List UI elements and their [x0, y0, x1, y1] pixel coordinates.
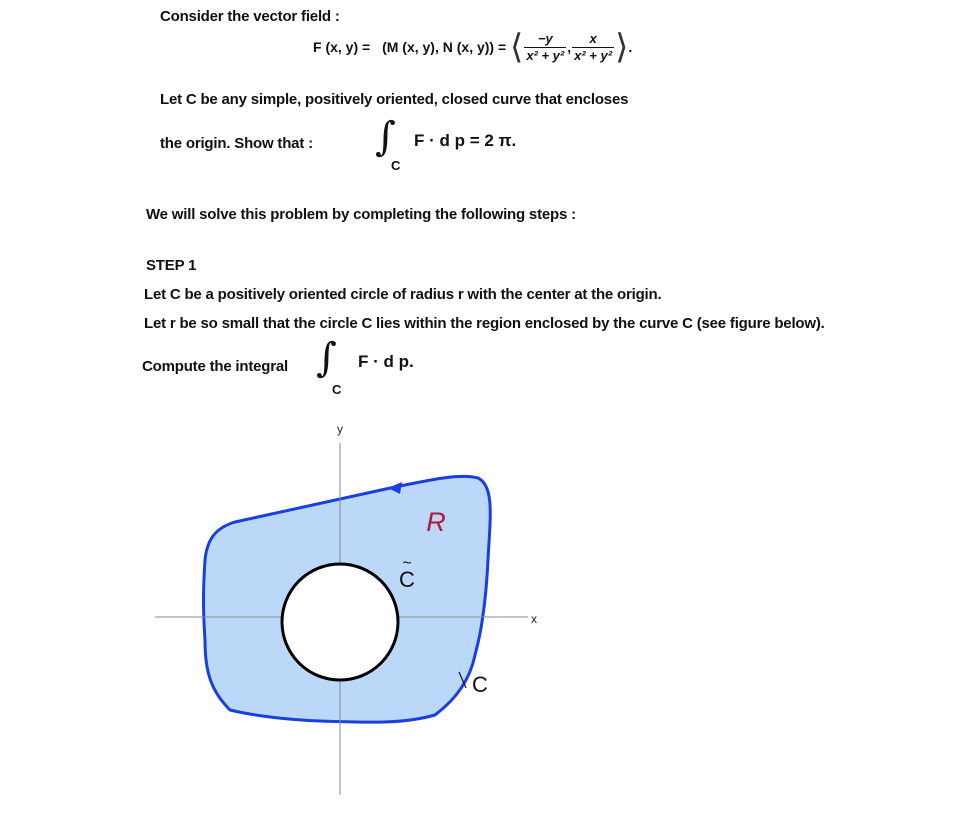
y-axis-label: y — [337, 422, 343, 436]
step1-heading: STEP 1 — [146, 257, 197, 274]
circle-c-tilde — [282, 564, 398, 680]
field-mid: (M (x, y), N (x, y)) = — [382, 39, 507, 55]
circle-label-tilde: ~ — [402, 555, 412, 572]
step1-integral-sign: ∫ — [316, 335, 337, 381]
problem-intro: Consider the vector field : — [160, 8, 340, 25]
show-that-label: the origin. Show that : — [160, 135, 313, 152]
curve-label-c: C — [472, 672, 488, 697]
fraction-one-denominator: x² + y² — [526, 47, 565, 63]
fraction-comma: , — [567, 39, 572, 55]
field-lhs: F (x, y) = — [313, 39, 371, 55]
right-angle-bracket: ⟩ — [615, 28, 629, 66]
integral-subscript: C — [391, 158, 401, 173]
problem-condition: Let C be any simple, positively oriented, closed curve that encloses — [160, 91, 629, 108]
step1-integral-subscript: C — [332, 382, 342, 397]
fraction-one-numerator: −y — [524, 31, 566, 48]
x-axis-label: x — [531, 612, 537, 626]
solve-intro: We will solve this problem by completing the following steps : — [146, 206, 576, 223]
circle-label: C — [399, 567, 415, 592]
step1-line1: Let C be a positively oriented circle of radius r with the center at the origin. — [144, 286, 662, 303]
field-period: . — [628, 39, 633, 55]
region-label-r: R — [426, 507, 446, 537]
step1-line2: Let r be so small that the circle C lies within the region enclosed by the curve C (see figure below). — [144, 315, 825, 332]
compute-label: Compute the integral — [142, 358, 289, 375]
left-angle-bracket: ⟨ — [510, 28, 524, 66]
step1-integral-expression: F · d p. — [358, 352, 414, 371]
fraction-two-denominator: x² + y² — [574, 47, 613, 63]
integral-sign: ∫ — [375, 114, 396, 160]
fraction-two-numerator: x — [572, 31, 614, 48]
integral-expression: F · d p = 2 π. — [414, 131, 517, 150]
